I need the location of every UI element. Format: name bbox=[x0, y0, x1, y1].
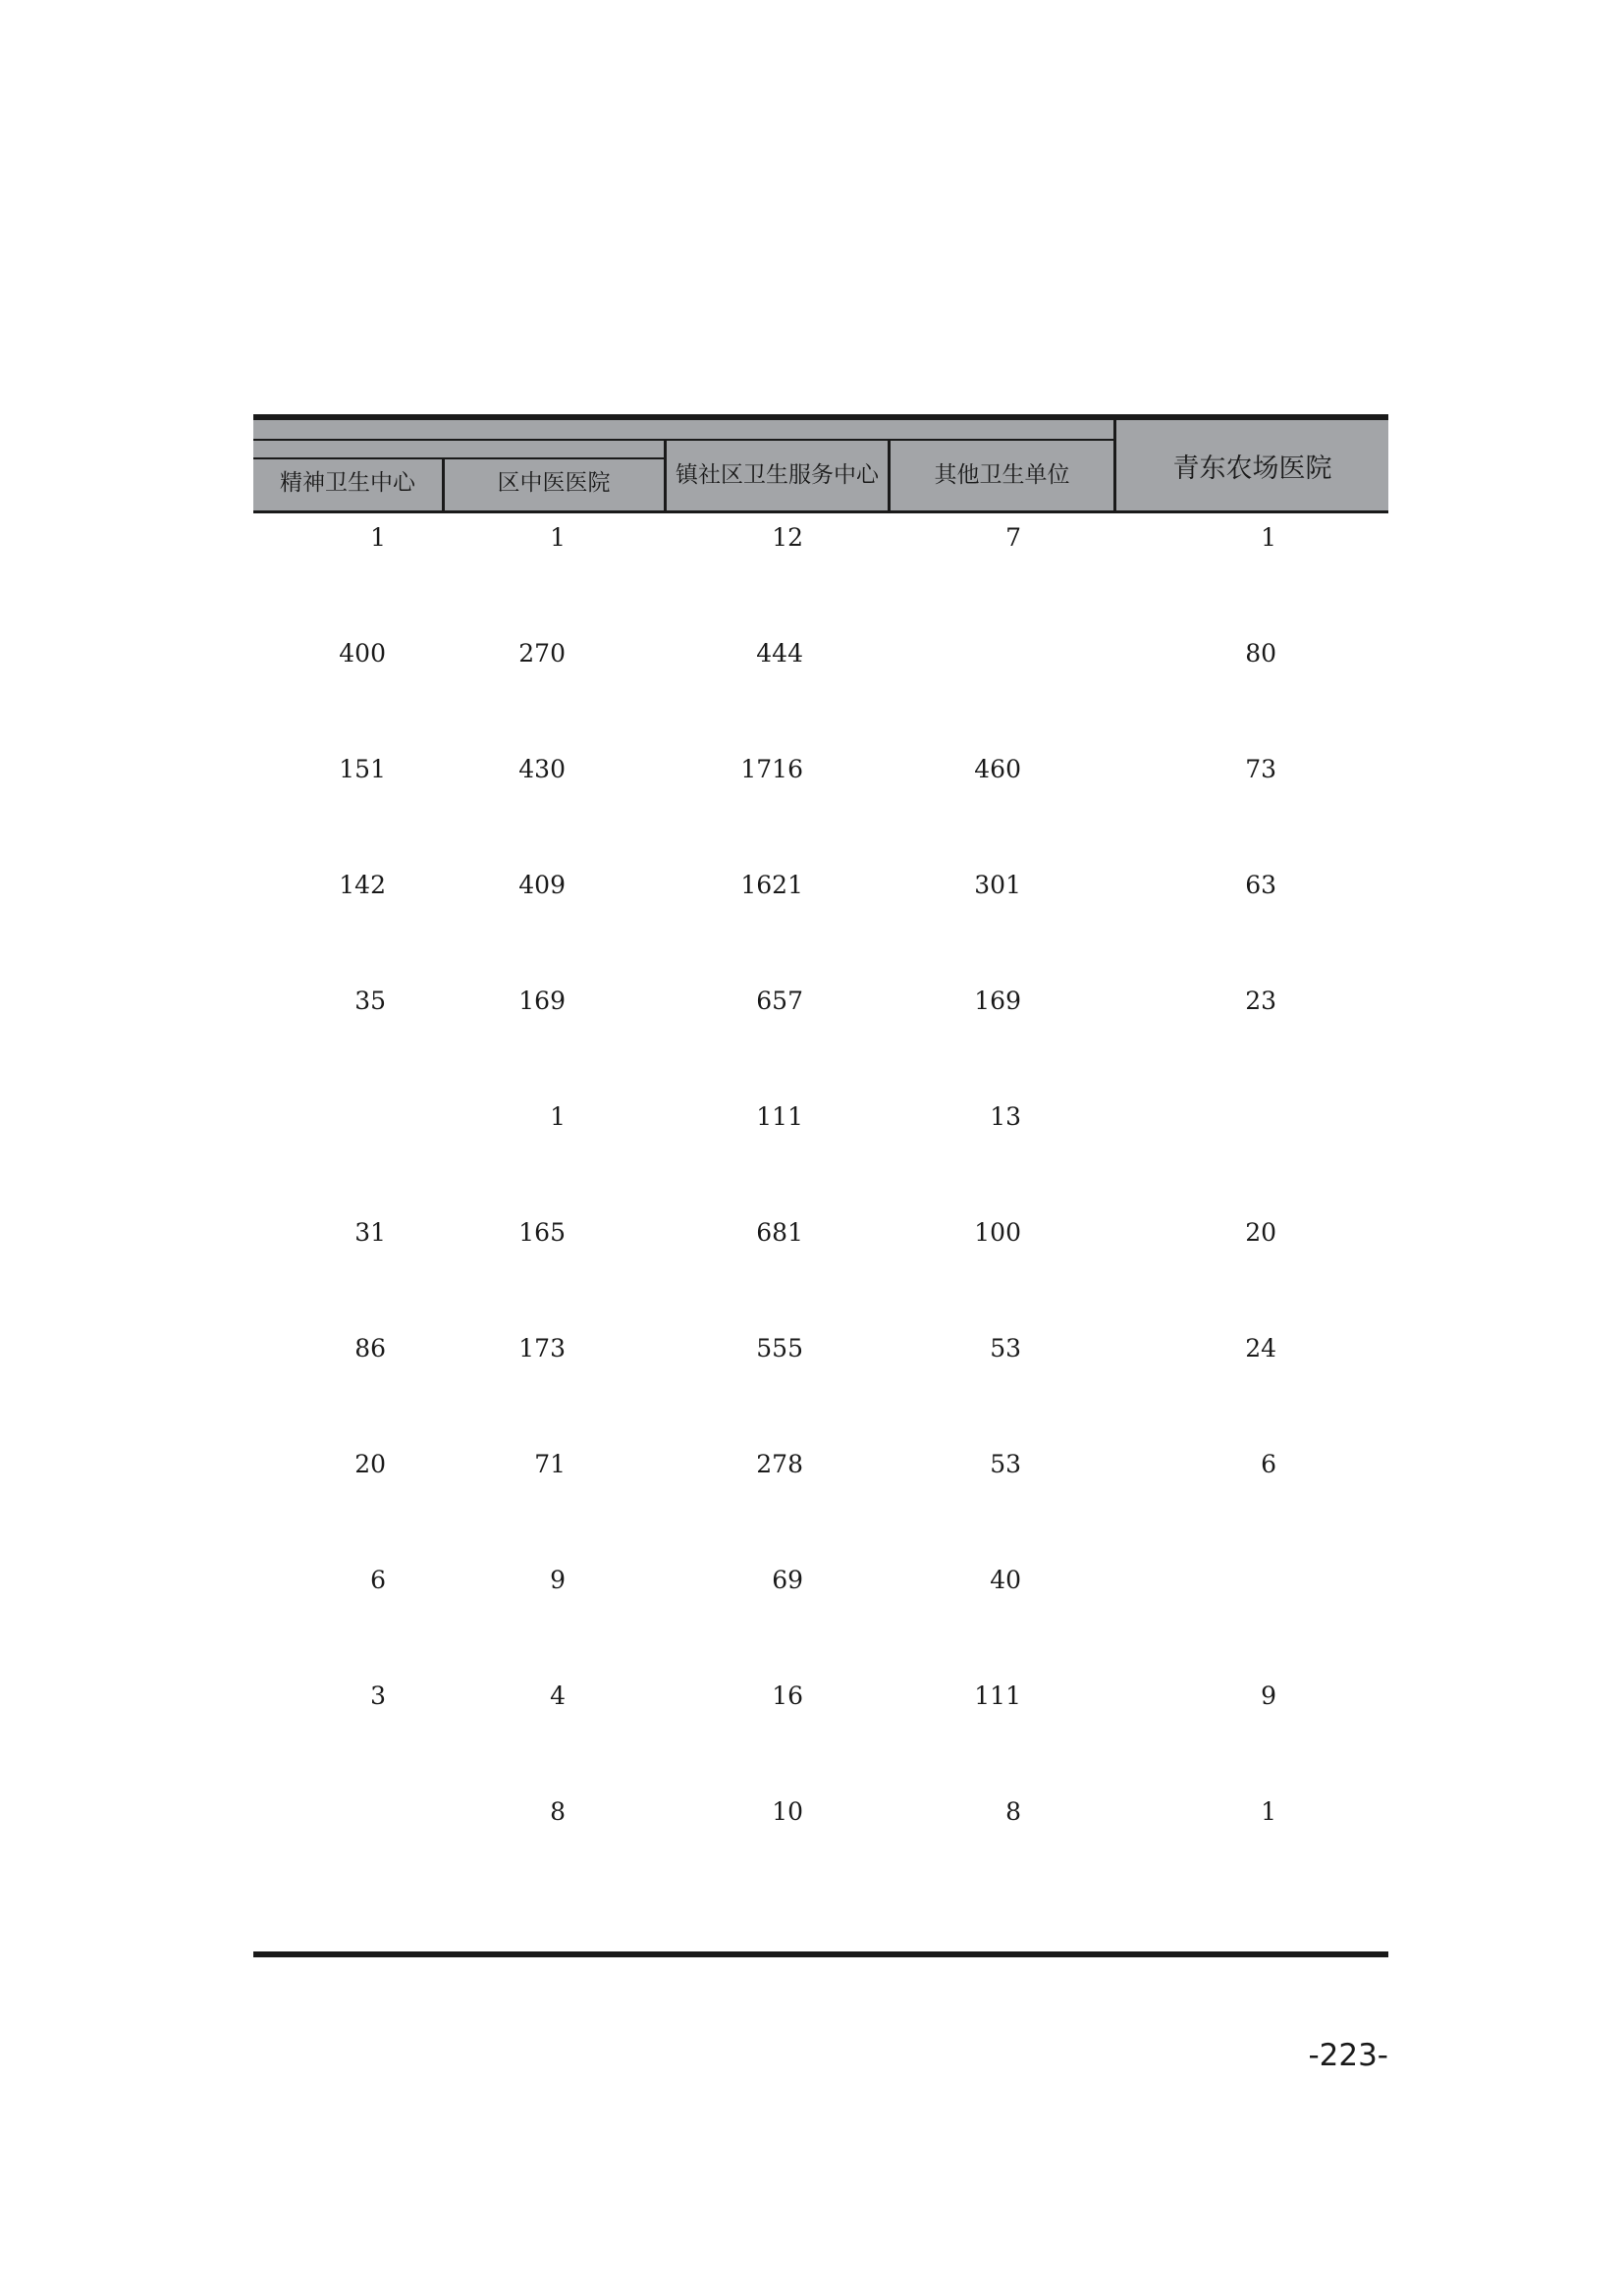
table-cell: 165 bbox=[518, 1218, 566, 1247]
table-cell: 1 bbox=[550, 1102, 566, 1131]
page-number: -223- bbox=[1308, 2038, 1388, 2073]
table-cell: 409 bbox=[518, 871, 566, 899]
table-row bbox=[253, 1097, 1388, 1137]
table-row bbox=[253, 1329, 1388, 1368]
table-row bbox=[253, 1677, 1388, 1716]
table-cell: 8 bbox=[550, 1797, 566, 1826]
table-cell: 8 bbox=[1005, 1797, 1021, 1826]
table-cell: 7 bbox=[1005, 523, 1021, 552]
table-cell: 9 bbox=[1261, 1682, 1276, 1710]
header-cell: 镇社区卫生服务中心 bbox=[676, 462, 879, 488]
table-cell: 3 bbox=[370, 1682, 386, 1710]
table-cell: 6 bbox=[370, 1566, 386, 1594]
table-cell: 1 bbox=[370, 523, 386, 552]
table-cell: 35 bbox=[354, 987, 386, 1015]
table-cell: 681 bbox=[756, 1218, 803, 1247]
table-cell: 460 bbox=[974, 755, 1021, 783]
table-cell: 20 bbox=[1245, 1218, 1276, 1247]
table-cell: 71 bbox=[534, 1450, 566, 1478]
table-cell: 1 bbox=[1261, 523, 1276, 552]
table-cell: 16 bbox=[772, 1682, 803, 1710]
table-cell: 53 bbox=[990, 1450, 1021, 1478]
table-cell: 4 bbox=[550, 1682, 566, 1710]
table-cell: 111 bbox=[756, 1102, 803, 1131]
table-row bbox=[253, 866, 1388, 905]
table-header bbox=[253, 420, 1388, 510]
table-cell: 555 bbox=[756, 1334, 803, 1362]
table-cell: 86 bbox=[354, 1334, 386, 1362]
table-cell: 20 bbox=[354, 1450, 386, 1478]
table-row bbox=[253, 518, 1388, 558]
table-row bbox=[253, 750, 1388, 789]
table-cell: 1621 bbox=[740, 871, 803, 899]
table-cell: 444 bbox=[756, 639, 803, 667]
header-cell: 青东农场医院 bbox=[1172, 454, 1332, 484]
header-cell: 精神卫生中心 bbox=[280, 470, 415, 496]
table-row bbox=[253, 982, 1388, 1021]
table-bottom-rule bbox=[253, 1951, 1388, 1957]
table-cell: 173 bbox=[518, 1334, 566, 1362]
header-group-rule bbox=[253, 439, 664, 441]
table-cell: 80 bbox=[1245, 639, 1276, 667]
table-cell: 111 bbox=[974, 1682, 1021, 1710]
table-cell: 53 bbox=[990, 1334, 1021, 1362]
table-cell: 169 bbox=[974, 987, 1021, 1015]
table-row bbox=[253, 1792, 1388, 1832]
table-cell: 6 bbox=[1261, 1450, 1276, 1478]
header-cell: 区中医医院 bbox=[497, 470, 611, 496]
header-subgroup-rule bbox=[253, 457, 664, 459]
table-cell: 430 bbox=[518, 755, 566, 783]
table-cell: 657 bbox=[756, 987, 803, 1015]
header-cell: 其他卫生单位 bbox=[934, 462, 1070, 488]
table-cell: 270 bbox=[518, 639, 566, 667]
table-cell: 63 bbox=[1245, 871, 1276, 899]
table-cell: 73 bbox=[1245, 755, 1276, 783]
table-cell: 278 bbox=[756, 1450, 803, 1478]
table-row bbox=[253, 1561, 1388, 1600]
table-cell: 12 bbox=[772, 523, 803, 552]
table-row bbox=[253, 1445, 1388, 1484]
table-cell: 169 bbox=[518, 987, 566, 1015]
table-cell: 1716 bbox=[740, 755, 803, 783]
table-cell: 23 bbox=[1245, 987, 1276, 1015]
table-cell: 69 bbox=[772, 1566, 803, 1594]
table-cell: 31 bbox=[354, 1218, 386, 1247]
table-cell: 100 bbox=[974, 1218, 1021, 1247]
table-cell: 151 bbox=[339, 755, 386, 783]
table-cell: 24 bbox=[1245, 1334, 1276, 1362]
header-bottom-rule bbox=[253, 510, 1388, 513]
table-cell: 301 bbox=[974, 871, 1021, 899]
table-cell: 40 bbox=[990, 1566, 1021, 1594]
table-row bbox=[253, 1213, 1388, 1253]
table-cell: 1 bbox=[550, 523, 566, 552]
table-cell: 142 bbox=[339, 871, 386, 899]
table-row bbox=[253, 634, 1388, 673]
table-cell: 9 bbox=[550, 1566, 566, 1594]
table-cell: 400 bbox=[339, 639, 386, 667]
table-cell: 1 bbox=[1261, 1797, 1276, 1826]
table-cell: 13 bbox=[990, 1102, 1021, 1131]
table-cell: 10 bbox=[772, 1797, 803, 1826]
